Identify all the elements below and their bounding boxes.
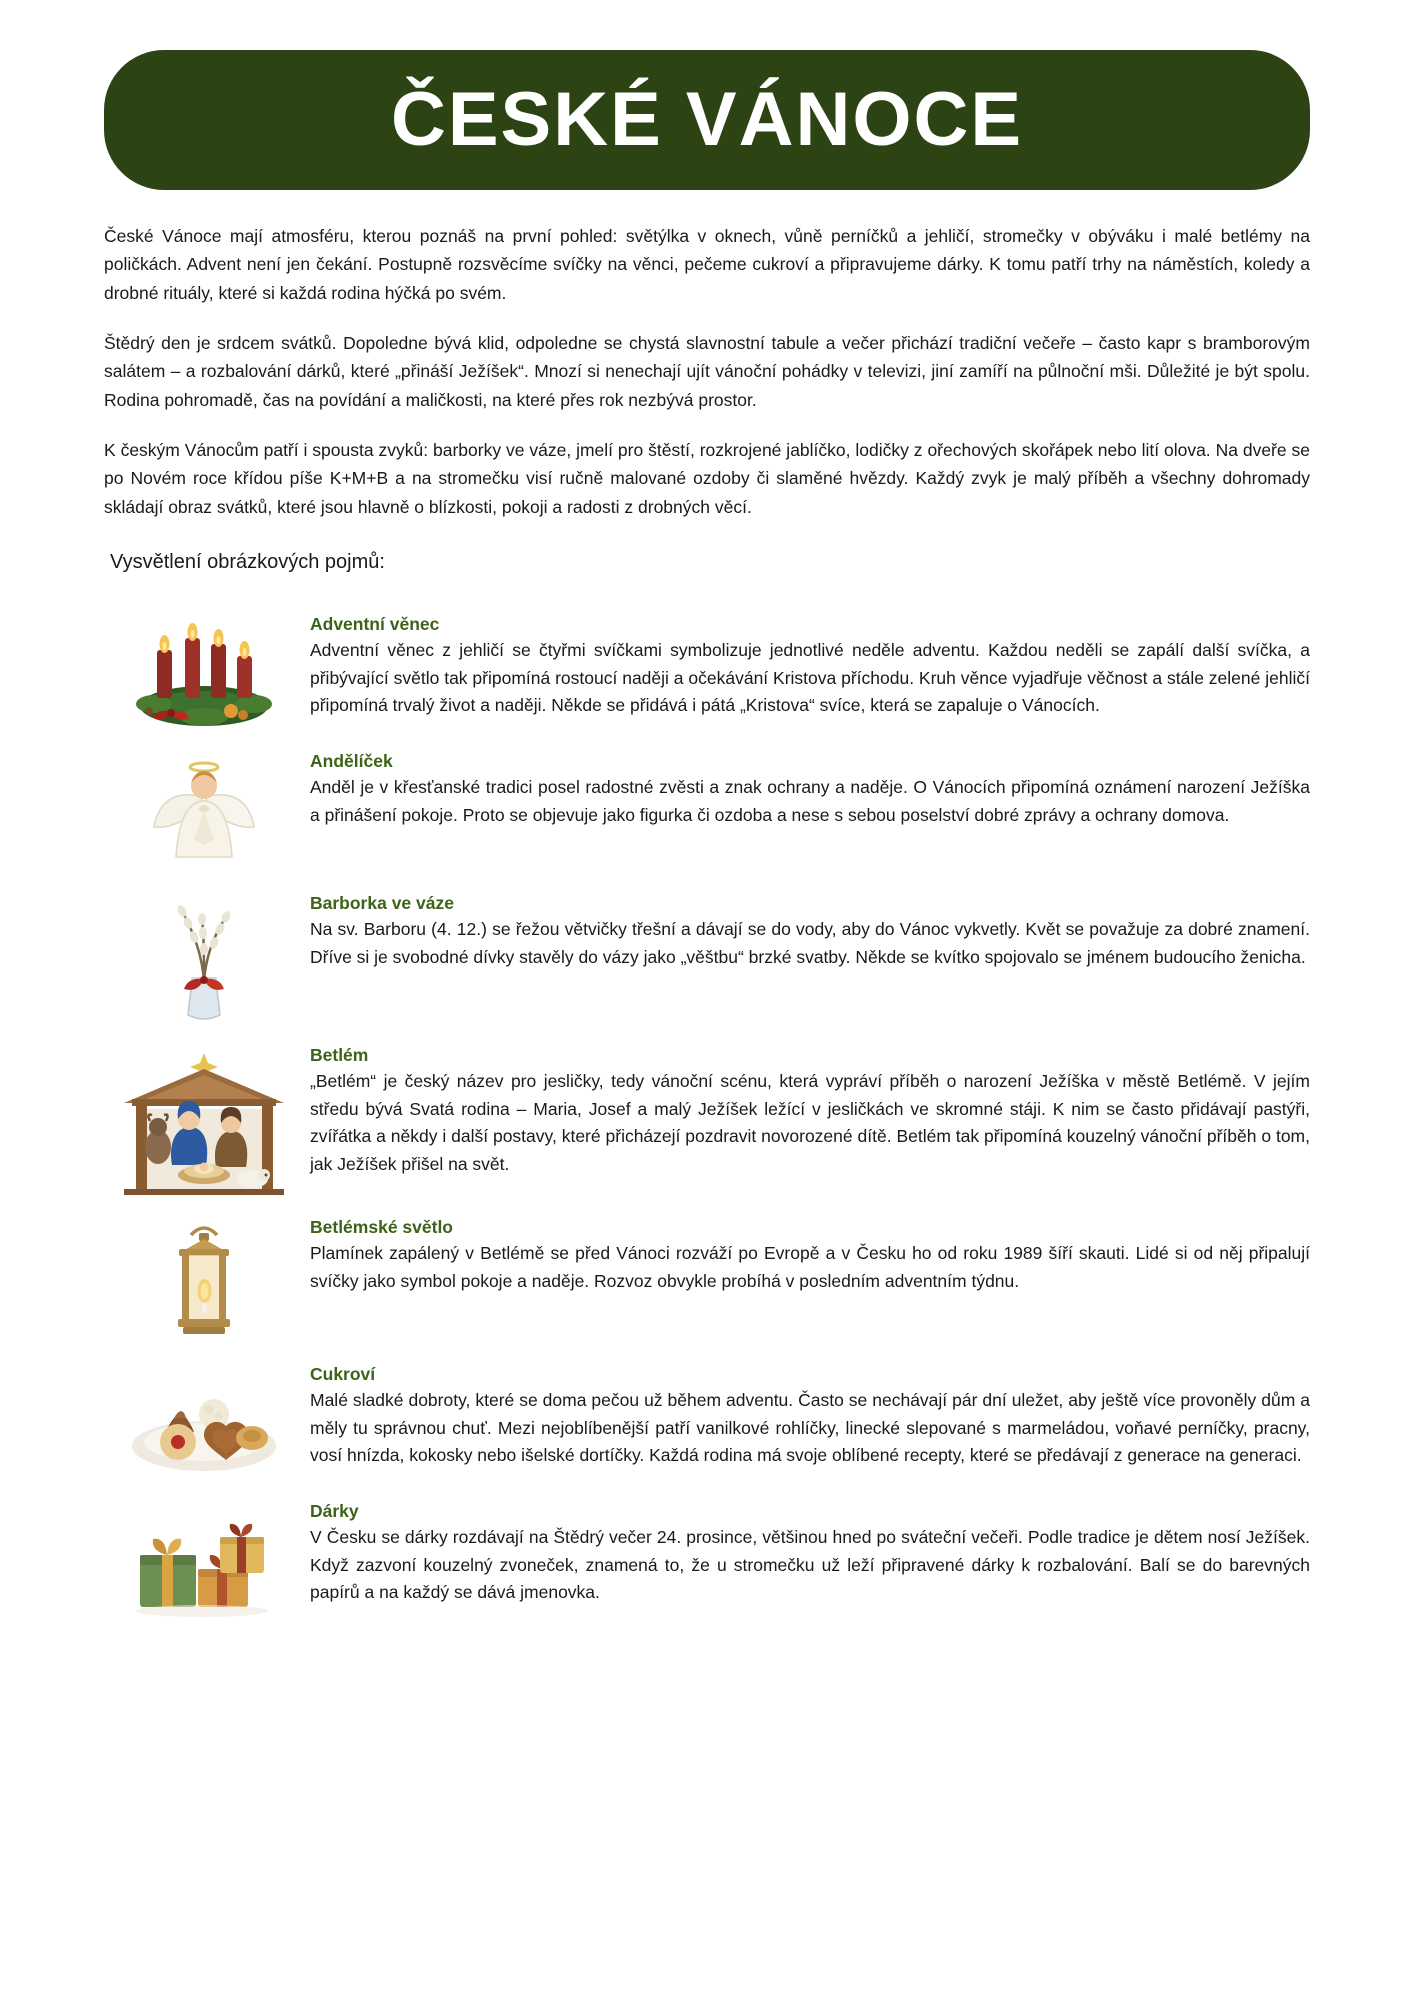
entry-title: Betlémské světlo [310, 1217, 453, 1238]
lantern-illustration [104, 1217, 304, 1344]
glossary-entry-body [304, 1501, 1310, 1607]
glossary-entry-body [304, 751, 1310, 829]
entry-text: Adventní věnec z jehličí se čtyřmi svíčkami symbolizuje jednotlivé neděle adventu. Každou neděli se zapálí další svíčka, a přibývající světlo tak připomíná rostoucí naději a očekávání Kristova příchodu. Kruh věnce vyjadřuje věčnost a stále zelené jehličí připomíná trvalý život a naději. Někde se přidává i pátá „Kristova“ svíce, která se zapaluje o Vánocích. [310, 640, 1310, 716]
entry-text: Anděl je v křesťanské tradici posel radostné zvěsti a znak ochrany a naděje. O Vánocích připomíná oznámení narození Ježíška a přinášení pokoje. Proto se objevuje jako figurka či ozdoba a nese s sebou poselství dobré zprávy a ochrany domova. [310, 777, 1310, 825]
list-item [104, 751, 1310, 873]
entry-text: Malé sladké dobroty, které se doma pečou už během adventu. Často se nechávají pár dní uležet, aby ještě více provoněly dům a měly tu správnou chuť. Mezi nejoblíbenější patří vanilkové rohlíčky, linecké slepované s marmeládou, voňavé perníčky, pracny, vosí hnízda, kokosky nebo išelské dortíčky. Každá rodina má svoje oblíbené recepty, které se předávají z generace na generaci. [310, 1390, 1310, 1466]
entry-title: Andělíček [310, 751, 393, 772]
list-item [104, 1364, 1310, 1481]
nativity-scene-illustration [104, 1045, 304, 1197]
page-title: ČESKÉ VÁNOCE [390, 77, 1024, 162]
entry-title: Betlém [310, 1045, 369, 1066]
entry-text: V Česku se dárky rozdávají na Štědrý večer 24. prosince, většinou hned po sváteční večeři. Podle tradice je dětem nosí Ježíšek. Když zazvoní kouzelný zvoneček, znamená to, že u stromečku už leží připravené dárky k rozbalování. Balí se do barevných papírů a na každý se dává jmenovka. [310, 1527, 1310, 1603]
gifts-illustration [104, 1501, 304, 1623]
intro-paragraph-2: Štědrý den je srdcem svátků. Dopoledne bývá klid, odpoledne se chystá slavnostní tabule a večer přichází tradiční večeře – často kapr s bramborovým salátem – a rozbalování dárků, které „přináší Ježíšek“. Mnozí si nenechají ujít vánoční pohádky v televizi, jiní zamíří na půlnoční mši. Důležité je být spolu. Rodina pohromadě, čas na povídání a maličkosti, na které přes rok nezbývá prostor. [104, 333, 1310, 410]
glossary-entry-body [304, 893, 1310, 971]
list-item [104, 614, 1310, 731]
barborka-vase-illustration [104, 893, 304, 1025]
christmas-cookies-illustration [104, 1364, 304, 1481]
entry-title: Dárky [310, 1501, 359, 1522]
intro-paragraph-1: České Vánoce mají atmosféru, kterou poznáš na první pohled: světýlka v oknech, vůně perníčků a jehličí, stromečky v obýváku i malé betlémy na poličkách. Advent není jen čekání. Postupně rozsvěcíme svíčky na věnci, pečeme cukroví a připravujeme dárky. K tomu patří trhy na náměstích, koledy a drobné rituály, které si každá rodina hýčká po svém. [104, 226, 1310, 303]
glossary-entry-body [304, 1364, 1310, 1470]
angel-illustration [104, 751, 304, 873]
intro-section [104, 222, 1310, 521]
entry-title: Barborka ve váze [310, 893, 454, 914]
glossary-list [104, 614, 1310, 1623]
list-item [104, 1045, 1310, 1197]
list-item [104, 1501, 1310, 1623]
entry-text: Na sv. Barboru (4. 12.) se řežou větvičky třešní a dávají se do vody, aby do Vánoc vykvetly. Květ se považuje za dobré znamení. Dříve si je svobodné dívky stavěly do vázy jako „věštbu“ brzké svatby. Někde se kvítko spojovalo se jménem budoucího ženicha. [310, 919, 1310, 967]
entry-text: „Betlém“ je český název pro jesličky, tedy vánoční scénu, která vypráví příběh o narození Ježíška v městě Betlémě. V jejím středu bývá Svatá rodina – Maria, Josef a malý Ježíšek ležící v jesličkách ve skromné stáji. K nim se často přidávají pastýři, zvířátka a někdy i další postavy, které přicházejí pozdravit novorozené dítě. Betlém tak připomíná kouzelný vánoční příběh o tom, jak Ježíšek přišel na svět. [310, 1071, 1310, 1175]
list-item [104, 1217, 1310, 1344]
entry-text: Plamínek zapálený v Betlémě se před Vánoci rozváží po Evropě a v Česku ho od roku 1989 šíří skauti. Lidé si od něj připalují svíčky jako symbol pokoje a naděje. Rozvoz obvykle probíhá v posledním adventním týdnu. [310, 1243, 1310, 1291]
entry-title: Cukroví [310, 1364, 376, 1385]
intro-paragraph-3: K českým Vánocům patří i spousta zvyků: barborky ve váze, jmelí pro štěstí, rozkrojené jablíčko, lodičky z ořechových skořápek nebo lití olova. Na dveře se po Novém roce křídou píše K+M+B a na stromečku visí ručně malované ozdoby či slaměné hvězdy. Každý zvyk je malý příběh a všechny dohromady skládají obraz svátků, které jsou hlavně o blízkosti, pokoji a radosti z drobných věcí. [104, 440, 1310, 517]
advent-wreath-illustration [104, 614, 304, 731]
section-heading: Vysvětlení obrázkových pojmů: [110, 551, 385, 574]
glossary-entry-body [304, 1045, 1310, 1179]
glossary-entry-body [304, 1217, 1310, 1295]
entry-title: Adventní věnec [310, 614, 440, 635]
list-item [104, 893, 1310, 1025]
page-title-banner [104, 50, 1310, 190]
glossary-entry-body [304, 614, 1310, 720]
